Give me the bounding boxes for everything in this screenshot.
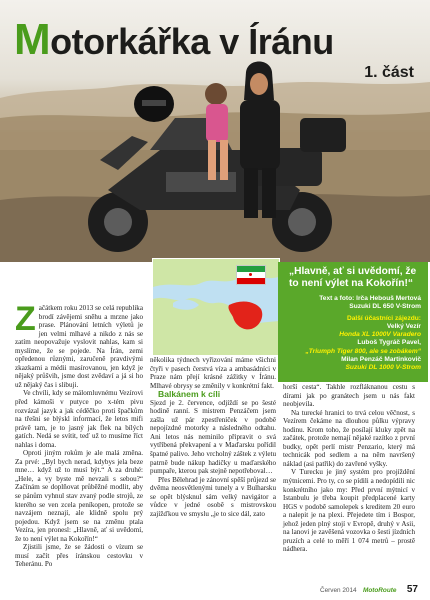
body-column-1 xyxy=(15,300,143,569)
iran-flag-icon xyxy=(236,265,266,285)
body-paragraph: horší cesta“. Takhle rozfláknanou cestu s dírami jak po granátech jsem u nás fakt neobjevila. xyxy=(283,383,415,409)
article-part-label: 1. část xyxy=(364,64,414,81)
page-number: 57 xyxy=(406,584,418,595)
credits-box xyxy=(278,262,428,382)
participant-name: Velký Vezír xyxy=(386,322,421,330)
body-paragraph: Na turecké hranici to trvá celou věčnost, s Vezírem čekáme na dlouhou půlku výpravy hodinu. Krom toho, že posílají kluky zpět na začátek, protože nemají nějaké razítko z první budky, opět perlí mistr Penzario, který má technicák pod sedlem a na něm navršený náklad (asi patřik) do zavřené vyšky. xyxy=(283,408,415,468)
body-paragraph: Oproti jiným rokům je ale malá změna. Za prvé: „Byl bych nerad, kdybys jela beze mne… když už to musí být.“ A za druhé: „Hele, a vy byste mě nevzali s sebou?“ Začínám se doplňovat průběžné modlit, aby se pánům vyhnul stav zvaný podle strojů, ze kterého se ven zcela peníkopen, protože se navzájem neznají, ale klidně spolu prý pojedou. Když jsem se na změnu ptala Vezíra, jen pronesl: „Hlavně, ať si uvědomí, že to není výlet na Kokořín!“ xyxy=(15,449,143,543)
body-paragraph: několika týdnech vyřizování máme všichni čtyři v pasech čerstvá víza a ambasádníci v Praze nám přejí krásné zážitky v Íránu. Mlhavé obrysy se změnily v konkrétní fakt. xyxy=(150,356,276,390)
article-title xyxy=(14,15,334,64)
magazine-name: MotoRoute xyxy=(363,587,397,594)
body-paragraph: Ve chvíli, kdy se málomluvnému Vezírovi před kámoši v putyce po x-tém pivu rozvázal jazyk a jak céděčko proti špačkům na třešni se blýskl informací, že letos mifi právě tam, je to jasný jak flek na bílých gatích. Nedá se svítit, teď už to musíme říct nahlas i doma. xyxy=(15,389,143,449)
title-rest: otorkářka v Íránu xyxy=(50,21,334,62)
participant-name: Milan Penzáč Martinkovič xyxy=(341,356,421,364)
body-paragraph: Sjezd je 2. července, odjíždí se po šesté hodině ranní. S mistrem Penzáčem jsem zašla už pár zpestřeníček v podobě nepojízdné motorky a následného odtahu. Ani letos nás neminilo připravit o svá vytříbená překvapení a v Maďarsku pořídil špatné palivo. Jeho vrcholný záštek z výletu patrně bude nákup hadičky u maďarského pumpaře, kterou pak stejně nepotřeboval… xyxy=(150,398,276,476)
participant-bike: Suzuki DL 1000 V-Strom xyxy=(345,364,421,372)
pull-quote: „Hlavně, ať si uvědomí, že to není výlet na Kokořín!“ xyxy=(289,266,417,289)
issue-date: Červen 2014 xyxy=(320,587,357,594)
intro-text: ačátkem roku 2013 se celá republika brodí závějemi sněhu a mrzne jako prase. Plánování letních výletů je jen velmi mlhavé a nikdo z nás se zatím neopovažuje vyslovit nahlas, kam si myslíme, že se pojede. Na Írán, zemi opředenou různými, zaručeně pravdivými zkazkami a médii masírovanou, jen když je nějaký průšvih, jsme dost zvědaví a já si ho už nějaký čas i slibuji. xyxy=(15,304,143,389)
author-bike: Suzuki DL 650 V-Strom xyxy=(349,303,421,311)
hero-photo xyxy=(0,0,430,262)
body-column-3 xyxy=(283,383,415,554)
participant-name: Luboš Tygráč Pavel, xyxy=(357,339,421,347)
body-paragraph: Přes Bělehrad je zánovní spěší průjezd se dvěma neosvětlenými tunely a v Bulharsku se opět blýsknul sám velký navigátor a vůdce v jedné osobě s mistrovskou zajížďkou ve smyslu „je to sice dál, zato xyxy=(150,475,276,518)
body-paragraph: Zjistili jsme, že se žádosti o vízum se musí začít přes íránskou cestovku v Teheránu. Po xyxy=(15,543,143,569)
page-footer xyxy=(320,579,418,597)
body-column-2 xyxy=(150,356,276,518)
section-heading: Balkánem k cíli xyxy=(158,389,221,400)
body-paragraph: V Turecku je jiný systém pro projíždění mýtnicemi. Pro ty, co se pídili a nedopídili nic konkrétního jako my: Před první mýtnicí v Istanbulu je třeba koupit předplacené karty HGS v podobě samolepek s kreditem 20 euro a nalepit je na plexi. Přejedete tím i Bospor, jehož jeden plný stojí v Evropě, druhý v Asii, na lanovi je zavěšená vozovka o šesti jízdních pruzích a celé to měří 1 074 metrů – prostě nádhera. xyxy=(283,468,415,554)
title-initial: M xyxy=(14,15,51,64)
author-credit: Text a foto: Irča Hebouš Mertová xyxy=(319,295,421,302)
drop-cap: Z xyxy=(15,300,36,338)
participants-label: Další účastníci zájezdu: xyxy=(346,314,421,322)
participant-bike: Honda XL 1000V Varadero xyxy=(339,331,421,339)
participant-bike: „Triumph Tiger 800, ale se zobákem“ xyxy=(305,347,421,355)
intro-paragraph xyxy=(15,300,143,389)
